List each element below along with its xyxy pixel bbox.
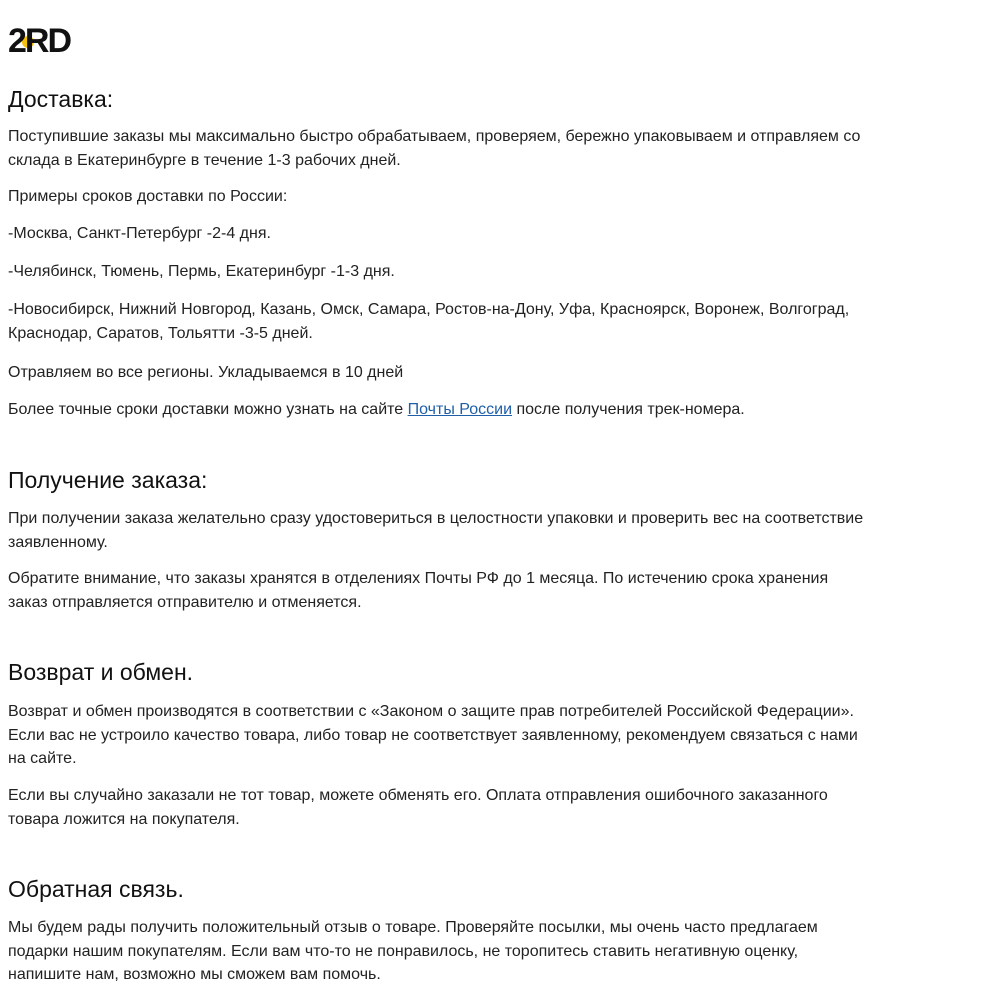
returns-paragraph-law: Возврат и обмен производятся в соответствии с «Законом о защите прав потребителей Российской Федерации». Если вас не устроило качество товара, либо товар не соответствует заявленному, рекомендуем связаться с нами на сайте. [8,703,858,767]
receiving-paragraph-storage: Обратите внимание, что заказы хранятся в отделениях Почты РФ до 1 месяца. По истечению срока хранения заказ отправляется отправителю и отменяется. [8,570,829,611]
brand-logo [8,18,88,58]
delivery-paragraph-moscow: -Москва, Санкт-Петербург -2-4 дня. [8,225,271,242]
brand-logo-icon [8,18,88,58]
delivery-paragraph-novosibirsk: -Новосибирск, Нижний Новгород, Казань, Омск, Самара, Ростов-на-Дону, Уфа, Красноярск, Воронеж, Волгоград, Краснодар, Саратов, Тольятти -3-5 дней. [8,301,850,342]
receiving-paragraph-check: При получении заказа желательно сразу удостовериться в целостности упаковки и проверить вес на соответствие заявленному. [8,510,864,551]
delivery-paragraph-tracking [8,398,868,422]
logo-text: 2RD [8,22,71,58]
russian-post-link[interactable]: Почты России [407,401,513,418]
delivery-paragraph-chelyabinsk: -Челябинск, Тюмень, Пермь, Екатеринбург -1-3 дня. [8,263,395,280]
delivery-paragraph-processing: Поступившие заказы мы максимально быстро обрабатываем, проверяем, бережно упаковываем и отправляем со склада в Екатеринбурге в течение 1-3 рабочих дней. [8,128,861,169]
receiving-heading: Получение заказа: [8,467,208,493]
tracking-text-before: Более точные сроки доставки можно узнать на сайте [8,401,408,418]
delivery-heading: Доставка: [8,86,114,112]
feedback-paragraph: Мы будем рады получить положительный отзыв о товаре. Проверяйте посылки, мы очень часто предлагаем подарки нашим покупателям. Если вам что-то не понравилось, не торопитесь ставить негативную оценку, напишите нам, возможно мы сможем вам помочь. [8,919,818,983]
feedback-heading: Обратная связь. [8,876,184,902]
delivery-paragraph-regions: Отравляем во все регионы. Укладываемся в 10 дней [8,364,404,381]
returns-heading: Возврат и обмен. [8,659,194,685]
tracking-text-after: после получения трек-номера. [512,401,745,418]
returns-paragraph-exchange: Если вы случайно заказали не тот товар, можете обменять его. Оплата отправления ошибочного заказанного товара ложится на покупателя. [8,787,828,828]
delivery-paragraph-examples: Примеры сроков доставки по России: [8,188,288,205]
